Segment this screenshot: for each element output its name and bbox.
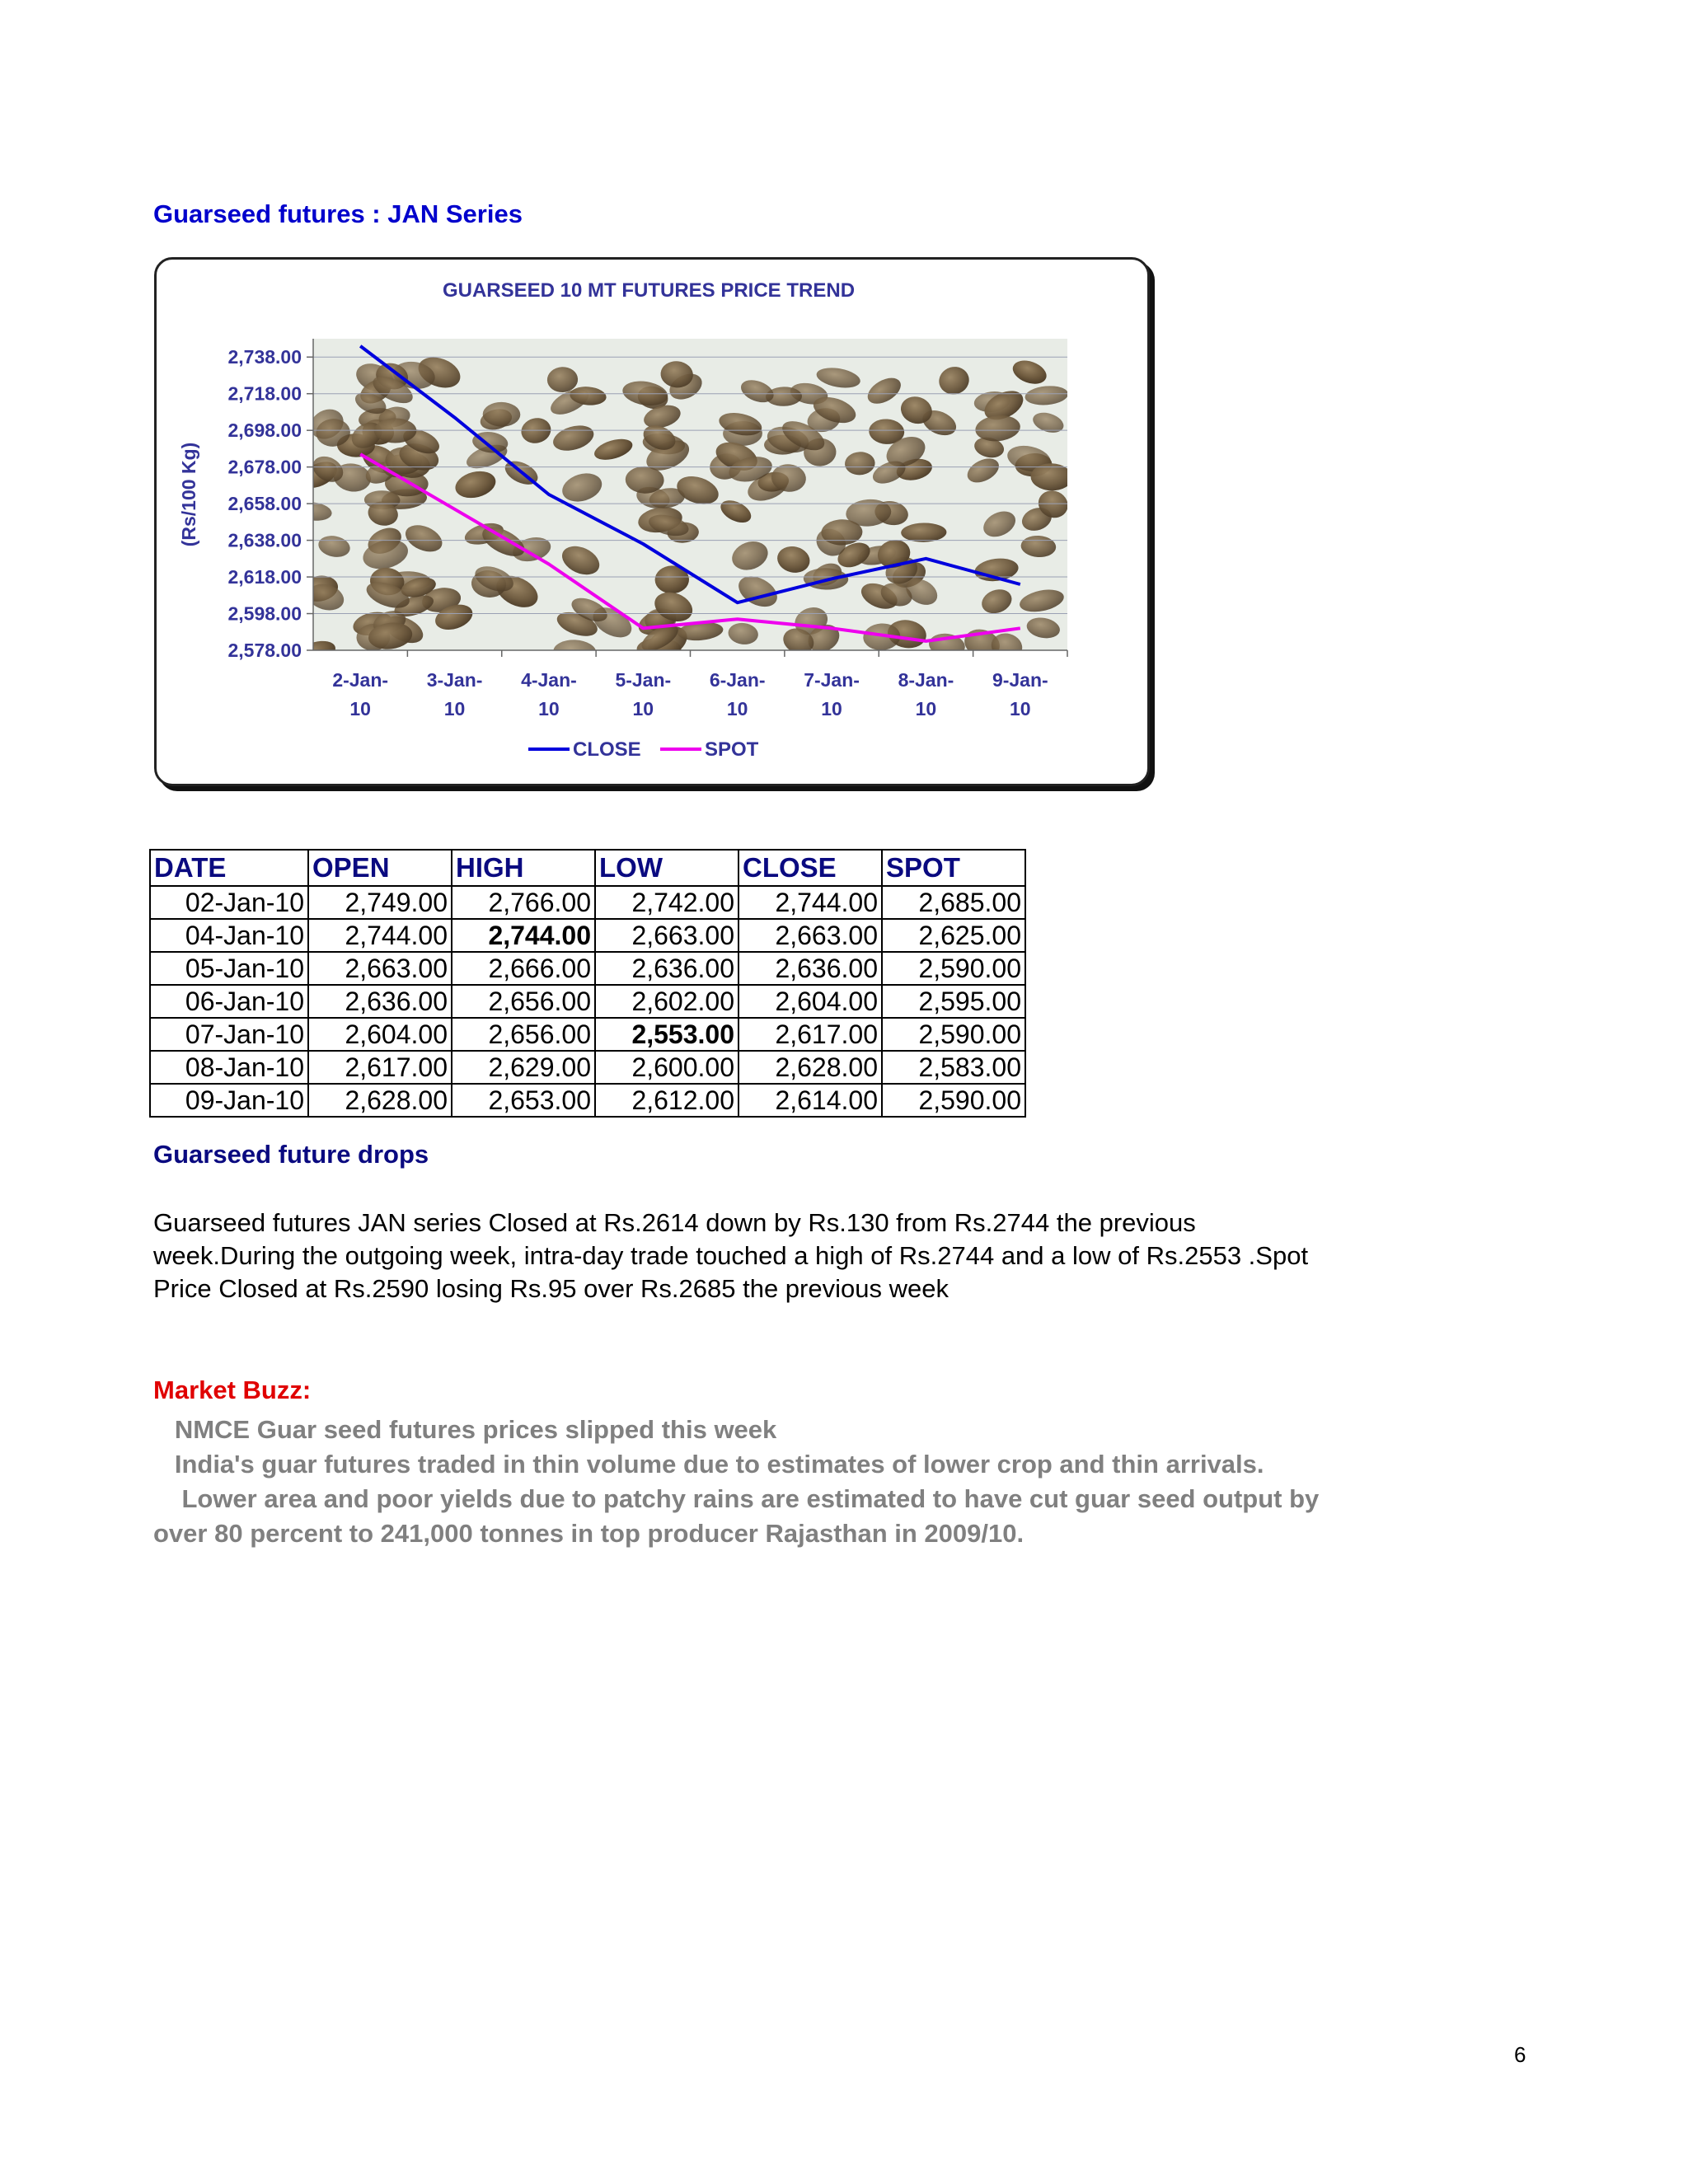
- table-cell-date: 05-Jan-10: [150, 952, 308, 985]
- buzz-line: Lower area and poor yields due to patchy rains are estimated to have cut guar seed output by: [153, 1484, 1320, 1513]
- y-tick-labels: [227, 346, 302, 661]
- table-cell-open: 2,744.00: [308, 919, 452, 952]
- summary-paragraph: [153, 1207, 1456, 1305]
- table-row: [150, 1084, 1025, 1117]
- table-cell-low: 2,553.00: [595, 1018, 738, 1051]
- y-tick-label: 2,698.00: [227, 419, 302, 442]
- seed-photo-background: [293, 339, 1072, 668]
- legend-label-close: CLOSE: [573, 738, 641, 761]
- chart-svg: [157, 260, 1147, 784]
- paragraph-line: Price Closed at Rs.2590 losing Rs.95 over Rs.2685 the previous week: [153, 1274, 949, 1303]
- table-cell-open: 2,663.00: [308, 952, 452, 985]
- market-buzz-heading: Market Buzz:: [153, 1376, 312, 1404]
- x-tick-label: 5-Jan-10: [615, 669, 672, 719]
- table-row: [150, 952, 1025, 985]
- table-cell-spot: 2,685.00: [882, 886, 1025, 919]
- column-header-low: LOW: [595, 850, 738, 886]
- table-cell-close: 2,604.00: [738, 985, 882, 1018]
- table-cell-close: 2,614.00: [738, 1084, 882, 1117]
- x-tick-label: 7-Jan-10: [804, 669, 860, 719]
- table-row: [150, 886, 1025, 919]
- table-cell-date: 07-Jan-10: [150, 1018, 308, 1051]
- drops-heading: Guarseed future drops: [153, 1140, 429, 1169]
- table-body: [150, 886, 1025, 1117]
- table-cell-high: 2,656.00: [452, 1018, 595, 1051]
- table-cell-spot: 2,590.00: [882, 1084, 1025, 1117]
- table-cell-low: 2,742.00: [595, 886, 738, 919]
- table-cell-open: 2,604.00: [308, 1018, 452, 1051]
- x-tick-labels: [332, 669, 1048, 719]
- table-cell-close: 2,663.00: [738, 919, 882, 952]
- paragraph-line: week.During the outgoing week, intra-day trade touched a high of Rs.2744 and a low of Rs.2553 .Spot: [153, 1241, 1309, 1270]
- table-cell-spot: 2,625.00: [882, 919, 1025, 952]
- y-tick-label: 2,658.00: [227, 493, 302, 515]
- y-tick-label: 2,678.00: [227, 456, 302, 478]
- y-tick-label: 2,598.00: [227, 602, 302, 625]
- table-cell-high: 2,666.00: [452, 952, 595, 985]
- price-trend-chart: [154, 257, 1150, 786]
- buzz-line: over 80 percent to 241,000 tonnes in top producer Rajasthan in 2009/10.: [153, 1519, 1025, 1548]
- x-tick-label: 4-Jan-10: [521, 669, 577, 719]
- price-table: [149, 849, 1026, 1118]
- table-cell-high: 2,766.00: [452, 886, 595, 919]
- x-tick-label: 6-Jan-10: [709, 669, 766, 719]
- table-cell-open: 2,749.00: [308, 886, 452, 919]
- table-cell-open: 2,636.00: [308, 985, 452, 1018]
- x-tick-label: 3-Jan-10: [426, 669, 483, 719]
- buzz-line: India's guar futures traded in thin volume due to estimates of lower crop and thin arrivals.: [153, 1450, 1264, 1479]
- y-tick-label: 2,718.00: [227, 382, 302, 405]
- table-row: [150, 985, 1025, 1018]
- column-header-spot: SPOT: [882, 850, 1025, 886]
- table-cell-spot: 2,590.00: [882, 1018, 1025, 1051]
- table-cell-open: 2,628.00: [308, 1084, 452, 1117]
- table-cell-date: 08-Jan-10: [150, 1051, 308, 1084]
- table-cell-high: 2,653.00: [452, 1084, 595, 1117]
- paragraph-line: Guarseed futures JAN series Closed at Rs.2614 down by Rs.130 from Rs.2744 the previous: [153, 1208, 1196, 1237]
- table-cell-date: 02-Jan-10: [150, 886, 308, 919]
- table-cell-close: 2,628.00: [738, 1051, 882, 1084]
- column-header-high: HIGH: [452, 850, 595, 886]
- table-header-row: [150, 850, 1025, 886]
- table-cell-date: 06-Jan-10: [150, 985, 308, 1018]
- legend-label-spot: SPOT: [705, 738, 759, 761]
- table-cell-close: 2,744.00: [738, 886, 882, 919]
- y-tick-label: 2,738.00: [227, 346, 302, 368]
- table-row: [150, 1051, 1025, 1084]
- table-cell-high: 2,656.00: [452, 985, 595, 1018]
- table-cell-spot: 2,595.00: [882, 985, 1025, 1018]
- x-tick-label: 9-Jan-10: [992, 669, 1048, 719]
- futures-heading: Guarseed futures : JAN Series: [153, 199, 523, 228]
- table-cell-low: 2,612.00: [595, 1084, 738, 1117]
- y-tick-label: 2,618.00: [227, 566, 302, 588]
- table-cell-low: 2,663.00: [595, 919, 738, 952]
- table-cell-date: 09-Jan-10: [150, 1084, 308, 1117]
- table-row: [150, 1018, 1025, 1051]
- market-buzz-text: [153, 1413, 1472, 1551]
- column-header-open: OPEN: [308, 850, 452, 886]
- column-header-close: CLOSE: [738, 850, 882, 886]
- table-cell-open: 2,617.00: [308, 1051, 452, 1084]
- table-cell-date: 04-Jan-10: [150, 919, 308, 952]
- table-cell-spot: 2,583.00: [882, 1051, 1025, 1084]
- page-number: 6: [1514, 2042, 1526, 2067]
- table-cell-low: 2,600.00: [595, 1051, 738, 1084]
- table-cell-high: 2,629.00: [452, 1051, 595, 1084]
- table-cell-low: 2,636.00: [595, 952, 738, 985]
- table-cell-close: 2,617.00: [738, 1018, 882, 1051]
- legend: [528, 738, 759, 761]
- y-tick-label: 2,578.00: [227, 640, 302, 661]
- chart-title: GUARSEED 10 MT FUTURES PRICE TREND: [442, 279, 856, 302]
- x-tick-label: 2-Jan-10: [332, 669, 389, 719]
- table-row: [150, 919, 1025, 952]
- y-tick-label: 2,638.00: [227, 529, 302, 551]
- table-cell-low: 2,602.00: [595, 985, 738, 1018]
- x-tick-label: 8-Jan-10: [898, 669, 954, 719]
- table-cell-spot: 2,590.00: [882, 952, 1025, 985]
- buzz-line: NMCE Guar seed futures prices slipped this week: [153, 1415, 777, 1444]
- table-cell-high: 2,744.00: [452, 919, 595, 952]
- y-axis-label: (Rs/100 Kg): [178, 442, 199, 547]
- table-cell-close: 2,636.00: [738, 952, 882, 985]
- column-header-date: DATE: [150, 850, 308, 886]
